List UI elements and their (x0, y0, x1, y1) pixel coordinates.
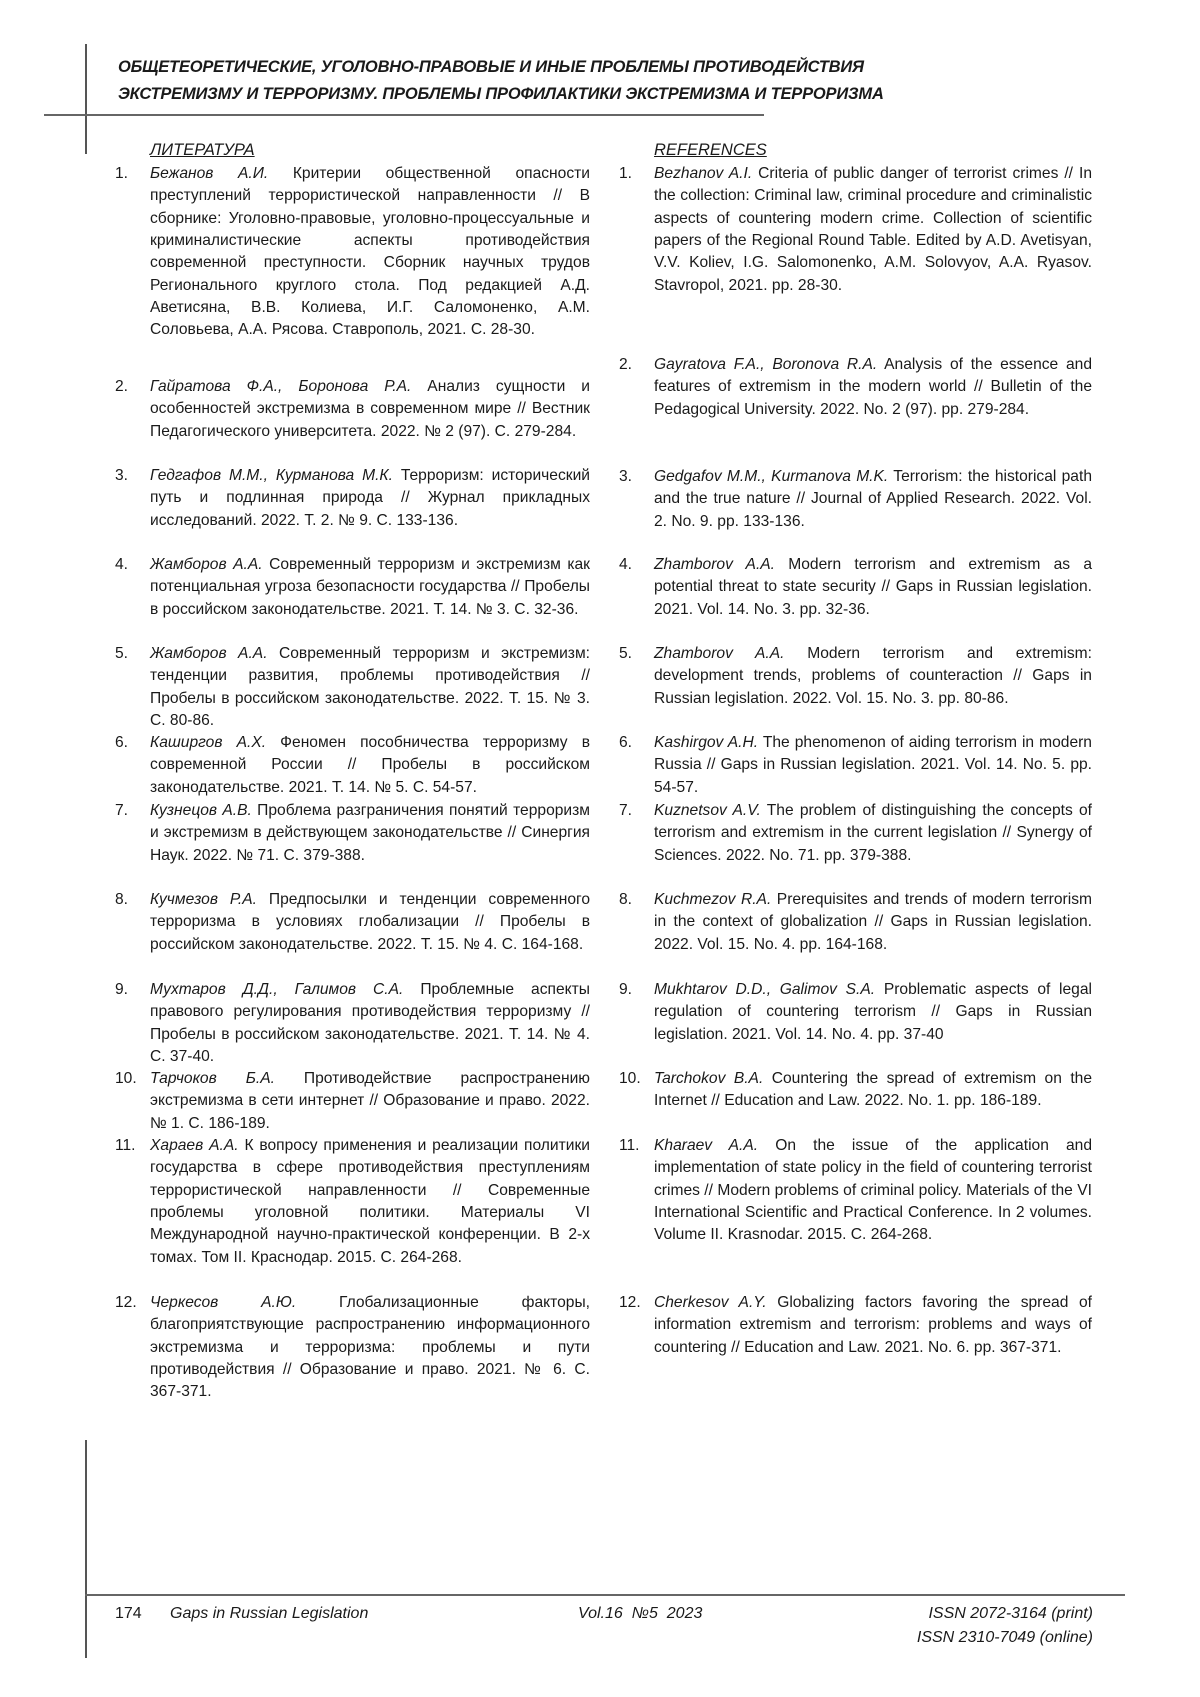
reference-author: Bezhanov A.I. (654, 165, 753, 182)
reference-author: Cherkesov A.Y. (654, 1294, 767, 1311)
issn-online: ISSN 2310-7049 (online) (916, 1629, 1093, 1646)
reference-text: Modern terrorism and extremism as a potential threat to state security // Gaps in Russian legislation. 2021. Vol. 14. No. 3. pp. 32-36. (654, 556, 1092, 618)
reference-body (150, 800, 590, 867)
reference-text: The problem of distinguishing the concepts of terrorism and extremism in the current legislation // Synergy of Sciences. 2022. No. 71. pp. 379-388. (654, 802, 1092, 864)
reference-body (654, 466, 1092, 533)
reference-number: 12. (115, 1294, 137, 1311)
reference-author: Тарчоков Б.А. (150, 1070, 275, 1087)
reference-author: Mukhtarov D.D., Galimov S.A. (654, 981, 876, 998)
reference-body (654, 554, 1092, 621)
reference-body (150, 1135, 590, 1269)
reference-text: Феномен пособничества терроризму в современной России // Пробелы в российском законодательстве. 2021. Т. 14. № 5. С. 54-57. (150, 734, 590, 796)
reference-author: Гедгафов М.М., Курманова М.К. (150, 467, 393, 484)
reference-body (654, 732, 1092, 799)
reference-author: Gedgafov M.M., Kurmanova M.K. (654, 468, 889, 485)
reference-text: Анализ сущности и особенностей экстремизма в современном мире // Вестник Педагогического университета. 2022. № 2 (97). С. 279-284. (150, 378, 590, 440)
reference-body (654, 800, 1092, 867)
reference-text: Terrorism: the historical path and the true nature // Journal of Applied Research. 2022. Vol. 2. No. 9. pp. 133-136. (654, 468, 1092, 530)
reference-text: Современный терроризм и экстремизм как потенциальная угроза безопасности государства // Пробелы в российском законодательстве. 2021. Т. 14. № 3. С. 32-36. (150, 556, 590, 618)
reference-number: 6. (115, 734, 129, 751)
reference-number: 2. (619, 356, 633, 373)
reference-text: Globalizing factors favoring the spread of information extremism and terrorism: problems and ways of countering // Education and Law. 2021. No. 6. pp. 367-371. (654, 1294, 1092, 1356)
reference-text: Criteria of public danger of terrorist crimes // In the collection: Criminal law, criminal procedure and criminalistic aspects of countering modern crime. Collection of scientific papers of the Regional Round Table. Edited by A.D. Avetisyan, V.V. Koliev, I.G. Salomonenko, A.M. Solovyov, A.A. Ryasov. Stavropol, 2021. pp. 28-30. (654, 165, 1092, 294)
reference-number: 7. (619, 802, 633, 819)
reference-body (654, 1068, 1092, 1113)
reference-text: The phenomenon of aiding terrorism in modern Russia // Gaps in Russian legislation. 2021. Vol. 14. No. 5. pp. 54-57. (654, 734, 1092, 796)
reference-body (654, 889, 1092, 956)
reference-author: Бежанов А.И. (150, 165, 269, 182)
reference-number: 3. (115, 467, 129, 484)
reference-number: 1. (619, 165, 633, 182)
reference-author: Кучмезов Р.А. (150, 891, 257, 908)
reference-number: 11. (619, 1137, 640, 1154)
reference-author: Хараев А.А. (150, 1137, 239, 1154)
issue-info: Vol.16 №5 2023 (578, 1605, 703, 1622)
reference-number: 4. (115, 556, 129, 573)
reference-number: 5. (619, 645, 633, 662)
reference-body (654, 643, 1092, 710)
reference-author: Гайратова Ф.А., Боронова Р.А. (150, 378, 412, 395)
references-heading: REFERENCES (654, 141, 767, 159)
section-title-line: ЭКСТРЕМИЗМУ И ТЕРРОРИЗМУ. ПРОБЛЕМЫ ПРОФИЛАКТИКИ ЭКСТРЕМИЗМА И ТЕРРОРИЗМА (118, 85, 884, 103)
reference-body (654, 163, 1092, 297)
reference-author: Черкесов А.Ю. (150, 1294, 297, 1311)
reference-author: Каширгов А.Х. (150, 734, 267, 751)
margin-line-top (85, 44, 87, 154)
reference-author: Мухтаров Д.Д., Галимов С.А. (150, 981, 404, 998)
reference-author: Kuznetsov A.V. (654, 802, 761, 819)
reference-text: Prerequisites and trends of modern terrorism in the context of globalization // Gaps in Russian legislation. 2022. Vol. 15. No. 4. pp. 164-168. (654, 891, 1092, 953)
reference-text: On the issue of the application and implementation of state policy in the field of countering terrorist crimes // Modern problems of criminal policy. Materials of the VI International Scientific and Practical Conference. In 2 volumes. Volume II. Krasnodar. 2015. C. 264-268. (654, 1137, 1093, 1244)
reference-body (654, 1292, 1092, 1359)
reference-author: Жамборов А.А. (150, 645, 268, 662)
reference-text: Критерии общественной опасности преступлений террористической направленности // В сборнике: Уголовно-правовые, уголовно-процессуальные и криминалистические аспекты противодействия современной преступности. Сборник научных трудов Регионального круглого стола. Под редакцией А.Д. Аветисяна, В.В. Колиева, И.Г. Саломоненко, А.М. Соловьева, А.А. Рясова. Ставрополь, 2021. С. 28-30. (150, 165, 590, 339)
section-title (118, 54, 1118, 108)
reference-text: Problematic aspects of legal regulation of countering terrorism // Gaps in Russian legislation. 2021. Vol. 14. No. 4. pp. 37-40 (654, 981, 1092, 1043)
issn-print: ISSN 2072-3164 (print) (928, 1605, 1093, 1622)
reference-number: 10. (115, 1070, 137, 1087)
reference-text: Countering the spread of extremism on the Internet // Education and Law. 2022. No. 1. pp. 186-189. (654, 1070, 1092, 1110)
reference-body (150, 732, 590, 799)
reference-body (654, 1135, 1092, 1247)
reference-body (150, 554, 590, 621)
reference-number: 3. (619, 468, 633, 485)
reference-text: Предпосылки и тенденции современного терроризма в условиях глобализации // Пробелы в российском законодательстве. 2022. Т. 15. № 4. С. 164-168. (150, 891, 591, 953)
footer-rule (85, 1594, 1125, 1596)
reference-body (150, 889, 590, 956)
reference-text: Modern terrorism and extremism: development trends, problems of counteraction // Gaps in Russian legislation. 2022. Vol. 15. No. 3. pp. 80-86. (654, 645, 1093, 707)
reference-text: Противодействие распространению экстремизма в сети интернет // Образование и право. 2022. № 1. С. 186-189. (150, 1070, 590, 1132)
reference-body (150, 1068, 590, 1135)
reference-author: Kashirgov A.H. (654, 734, 759, 751)
section-title-line: ОБЩЕТЕОРЕТИЧЕСКИЕ, УГОЛОВНО-ПРАВОВЫЕ И ИНЫЕ ПРОБЛЕМЫ ПРОТИВОДЕЙСТВИЯ (118, 58, 864, 76)
reference-number: 9. (115, 981, 129, 998)
reference-number: 6. (619, 734, 633, 751)
reference-number: 1. (115, 165, 129, 182)
reference-text: Analysis of the essence and features of extremism in the modern world // Bulletin of the Pedagogical University. 2022. No. 2 (97). pp. 279-284. (654, 356, 1092, 418)
reference-number: 7. (115, 802, 129, 819)
reference-body (150, 1292, 590, 1404)
journal-name: Gaps in Russian Legislation (170, 1605, 369, 1622)
reference-author: Kuchmezov R.A. (654, 891, 772, 908)
reference-body (654, 979, 1092, 1046)
reference-number: 8. (619, 891, 633, 908)
reference-number: 9. (619, 981, 633, 998)
reference-text: Терроризм: исторический путь и подлинная природа // Журнал прикладных исследований. 2022. Т. 2. № 9. С. 133-136. (150, 467, 590, 529)
reference-number: 11. (115, 1137, 136, 1154)
reference-author: Жамборов А.А. (150, 556, 263, 573)
reference-author: Zhamborov A.A. (654, 645, 785, 662)
reference-text: Современный терроризм и экстремизм: тенденции развития, проблемы противодействия // Пробелы в российском законодательстве. 2022. Т. 15. № 3. С. 80-86. (150, 645, 591, 730)
reference-author: Zhamborov A.A. (654, 556, 776, 573)
reference-number: 2. (115, 378, 129, 395)
reference-text: Глобализационные факторы, благоприятствующие распространению информационного экстремизма и терроризма: проблемы и пути противодействия // Образование и право. 2021. № 6. С. 367-371. (150, 1294, 591, 1401)
reference-text: Проблема разграничения понятий терроризм и экстремизм в действующем законодательстве // Синергия Наук. 2022. № 71. С. 379-388. (150, 802, 590, 864)
reference-number: 4. (619, 556, 633, 573)
reference-body (150, 979, 590, 1068)
reference-body (150, 163, 590, 342)
reference-number: 10. (619, 1070, 641, 1087)
reference-author: Kharaev A.A. (654, 1137, 759, 1154)
reference-body (150, 465, 590, 532)
reference-body (150, 376, 590, 443)
reference-number: 8. (115, 891, 129, 908)
reference-body (654, 354, 1092, 421)
reference-author: Gayratova F.A., Boronova R.A. (654, 356, 878, 373)
reference-author: Tarchokov B.A. (654, 1070, 764, 1087)
reference-number: 12. (619, 1294, 641, 1311)
reference-body (150, 643, 590, 732)
reference-author: Кузнецов А.В. (150, 802, 252, 819)
reference-text: К вопросу применения и реализации политики государства в сфере противодействия преступлениям террористической направленности // Современные проблемы уголовной политики. Материалы VI Международной научно-практической конференции. В 2-х томах. Том II. Краснодар. 2015. С. 264-268. (150, 1137, 591, 1266)
reference-number: 5. (115, 645, 129, 662)
margin-line-bottom (85, 1440, 87, 1658)
page-number: 174 (115, 1605, 142, 1622)
literature-heading: ЛИТЕРАТУРА (150, 141, 255, 159)
header-rule (44, 114, 764, 116)
reference-text: Проблемные аспекты правового регулирования противодействия терроризму // Пробелы в российском законодательстве. 2021. Т. 14. № 4. С. 37-40. (150, 981, 590, 1066)
